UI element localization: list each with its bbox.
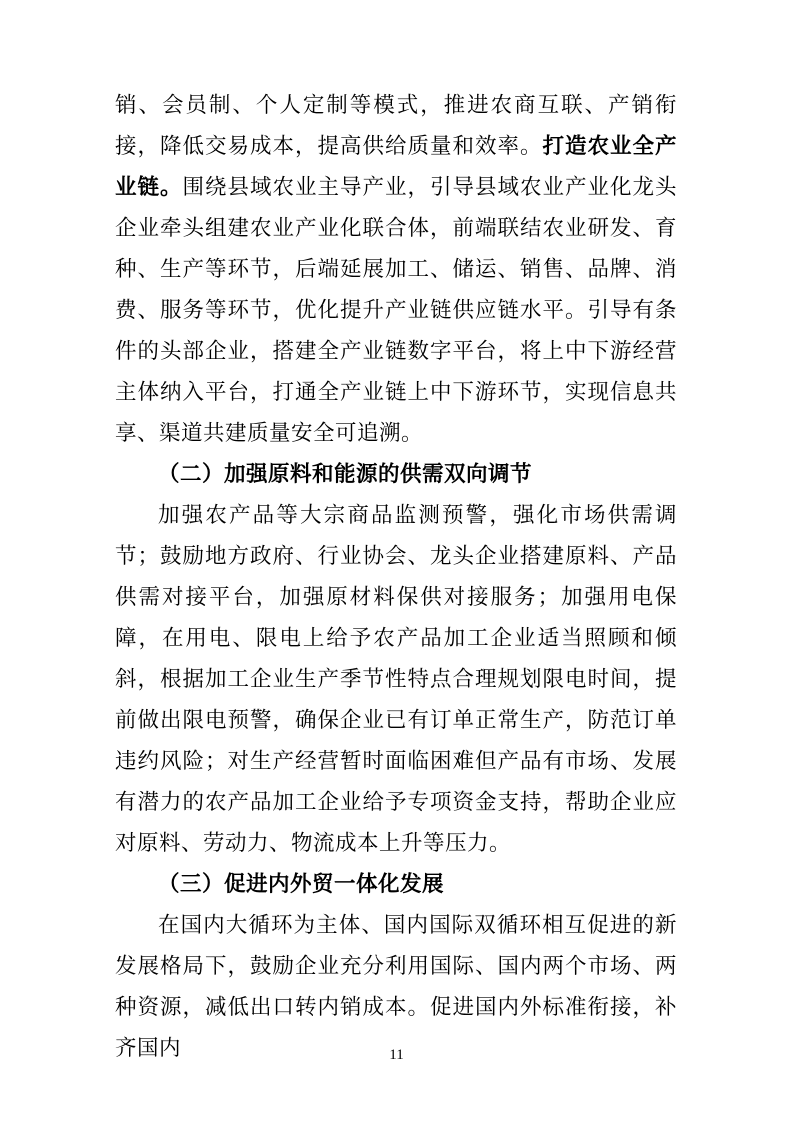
page-number: 11: [389, 1047, 404, 1063]
paragraph-text: 围绕县域农业主导产业，引导县域农业产业化龙头企业牵头组建农业产业化联合体，前端联结农业研发、育种、生产等环节，后端延展加工、储运、销售、品牌、消费、服务等环节，优化提升产业链供应链水平。引导有条件的头部企业，搭建全产业链数字平台，将上中下游经营主体纳入平台，打通全产业链上中下游环节，实现信息共享、渠道共建质量安全可追溯。: [115, 175, 677, 445]
paragraph-continuation: [115, 85, 677, 454]
document-body: [115, 85, 677, 1069]
paragraph-section-3: 在国内大循环为主体、国内国际双循环相互促进的新发展格局下，鼓励企业充分利用国际、国内两个市场、两种资源，减低出口转内销成本。促进国内外标准衔接，补齐国内: [115, 913, 677, 1060]
section-heading-3: （三）促进内外贸一体化发展: [158, 872, 445, 896]
paragraph-section-2: 加强农产品等大宗商品监测预警，强化市场供需调节；鼓励地方政府、行业协会、龙头企业搭建原料、产品供需对接平台，加强原材料保供对接服务；加强用电保障，在用电、限电上给予农产品加工企业适当照顾和倾斜，根据加工企业生产季节性特点合理规划限电时间，提前做出限电预警，确保企业已有订单正常生产，防范订单违约风险；对生产经营暂时面临困难但产品有市场、发展有潜力的农产品加工企业给予专项资金支持，帮助企业应对原料、劳动力、物流成本上升等压力。: [115, 503, 677, 855]
section-heading-2: （二）加强原料和能源的供需双向调节: [158, 462, 533, 486]
paragraph-text: 销、会员制、个人定制等模式，推进农商互联、产销衔接，降低交易成本，提高供给质量和效率。: [115, 93, 677, 158]
bold-emphasis-text: 打造农业全产业链。: [115, 134, 677, 199]
